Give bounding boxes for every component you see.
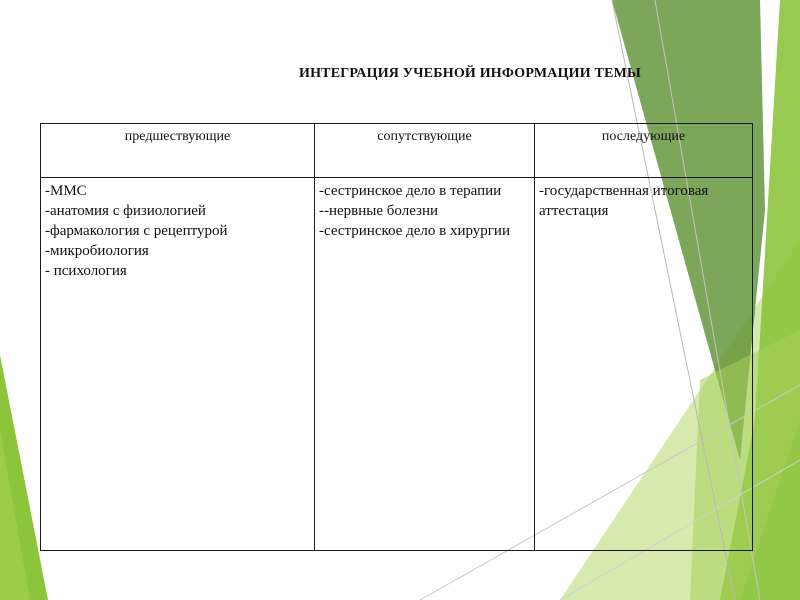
list-item: -микробиология xyxy=(45,243,149,259)
table-row xyxy=(41,178,753,551)
subsequent-disciplines-cell xyxy=(535,178,753,551)
list-item: -анатомия с физиологией xyxy=(45,203,206,219)
integration-table xyxy=(40,123,753,551)
header-concurrent: сопутствующие xyxy=(315,124,535,178)
concurrent-disciplines-cell xyxy=(315,178,535,551)
list-item: -государственная итоговая аттестация xyxy=(539,183,709,219)
slide-title: ИНТЕГРАЦИЯ УЧЕБНОЙ ИНФОРМАЦИИ ТЕМЫ xyxy=(298,66,641,81)
preceding-disciplines-cell xyxy=(41,178,315,551)
list-item: --нервные болезни xyxy=(319,203,439,219)
header-preceding: предшествующие xyxy=(41,124,315,178)
list-item: -фармакология с рецептурой xyxy=(45,223,228,239)
list-item: -сестринское дело в терапии xyxy=(319,183,502,199)
table-header-row xyxy=(41,124,753,178)
header-subsequent: последующие xyxy=(535,124,753,178)
list-item: -сестринское дело в хирургии xyxy=(319,223,510,239)
list-item: -ММС xyxy=(45,183,87,199)
list-item: - психология xyxy=(45,263,127,279)
